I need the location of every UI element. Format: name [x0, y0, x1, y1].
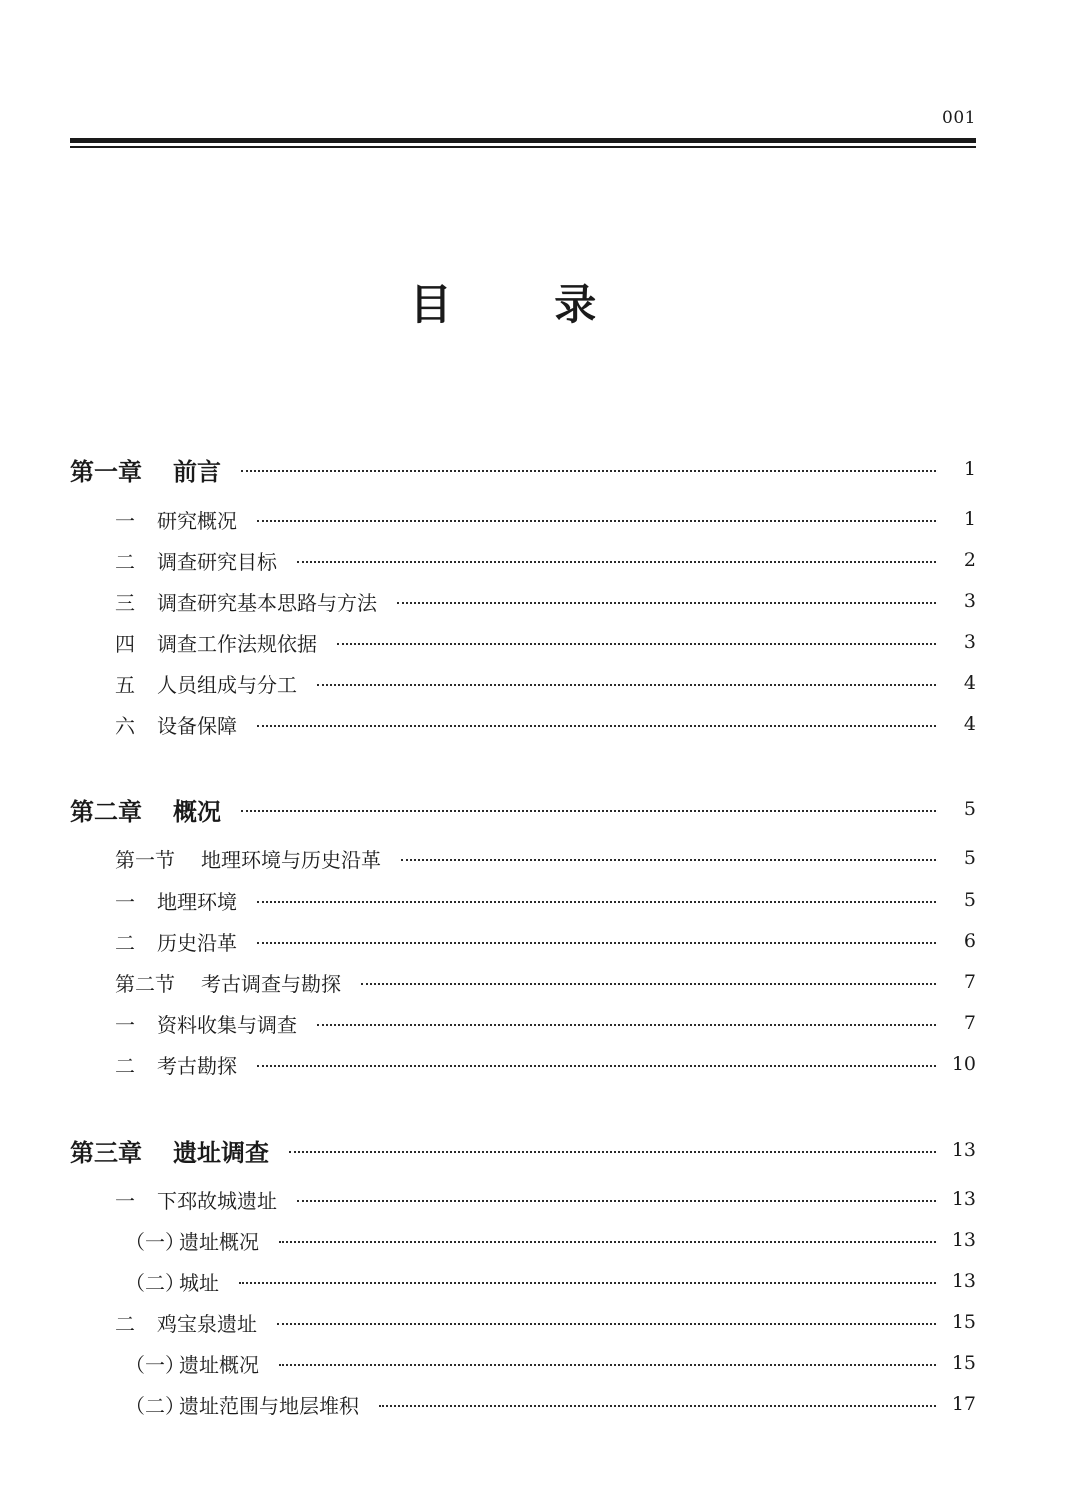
- toc-entry-number: 二: [115, 549, 135, 574]
- toc-entry-number: （二）: [125, 1270, 185, 1295]
- toc-entry-page: 4: [963, 672, 976, 694]
- toc-entry-label: 历史沿革: [157, 930, 237, 955]
- toc-entry-page: 7: [963, 1012, 976, 1034]
- toc-entry-page: 5: [963, 847, 976, 869]
- toc-entry: [70, 666, 976, 700]
- toc-entry-number: 第二节: [115, 971, 175, 996]
- toc-entry-number: 一: [115, 1012, 135, 1037]
- toc-entry-page: 13: [951, 1139, 976, 1161]
- toc-entry-number: 四: [115, 631, 135, 656]
- toc-leader-dots: [257, 520, 936, 522]
- toc-leader-dots: [361, 983, 936, 985]
- toc-leader-dots: [239, 1282, 936, 1284]
- toc-entry: [70, 1182, 976, 1216]
- toc-entry: [70, 792, 976, 826]
- toc-entry: [70, 625, 976, 659]
- toc-entry: [70, 883, 976, 917]
- toc-entry-page: 1: [963, 458, 976, 480]
- toc-entry-page: 10: [951, 1053, 976, 1075]
- toc-leader-dots: [241, 470, 936, 472]
- toc-entry-number: （一）: [125, 1352, 185, 1377]
- toc-entry: [70, 965, 976, 999]
- toc-entry-page: 13: [951, 1229, 976, 1251]
- toc-entry-label: 鸡宝泉遗址: [157, 1311, 257, 1336]
- toc-entry-number: 第一章: [70, 456, 142, 486]
- toc-entry-page: 5: [963, 798, 976, 820]
- toc-entry-label: 地理环境: [157, 889, 237, 914]
- toc-entry-label: 考古调查与勘探: [201, 971, 341, 996]
- toc-entry-label: 遗址概况: [179, 1352, 259, 1377]
- toc-entry-page: 6: [963, 930, 976, 952]
- toc-entry-number: 五: [115, 672, 135, 697]
- toc-entry-number: 第一节: [115, 847, 175, 872]
- toc-entry: [70, 1223, 976, 1257]
- toc-entry: [70, 1006, 976, 1040]
- toc-entry-page: 13: [951, 1188, 976, 1210]
- toc-leader-dots: [379, 1405, 936, 1407]
- toc-entry-page: 4: [963, 713, 976, 735]
- toc-entry-page: 15: [951, 1311, 976, 1333]
- toc-leader-dots: [289, 1151, 936, 1153]
- toc-entry: [70, 1047, 976, 1081]
- toc-entry-page: 17: [951, 1393, 976, 1415]
- toc-entry-page: 3: [963, 590, 976, 612]
- toc-leader-dots: [279, 1241, 936, 1243]
- toc-leader-dots: [337, 643, 936, 645]
- toc-entry-page: 2: [963, 549, 976, 571]
- header-rule-thin: [70, 146, 976, 148]
- toc-entry-label: 考古勘探: [157, 1053, 237, 1078]
- toc-entry-number: 二: [115, 930, 135, 955]
- toc-entry: [70, 1387, 976, 1421]
- toc-entry: [70, 502, 976, 536]
- toc-entry-label: 遗址概况: [179, 1229, 259, 1254]
- toc-entry-label: 遗址调查: [173, 1137, 269, 1167]
- toc-entry-number: 二: [115, 1311, 135, 1336]
- toc-entry: [70, 1133, 976, 1167]
- toc-leader-dots: [277, 1323, 936, 1325]
- toc-entry: [70, 1305, 976, 1339]
- toc-leader-dots: [317, 1024, 936, 1026]
- toc-entry-label: 调查工作法规依据: [157, 631, 317, 656]
- toc-entry: [70, 584, 976, 618]
- toc-leader-dots: [257, 1065, 936, 1067]
- toc-entry-label: 地理环境与历史沿革: [201, 847, 381, 872]
- toc-entry: [70, 707, 976, 741]
- toc-entry-number: 一: [115, 889, 135, 914]
- toc-entry: [70, 1346, 976, 1380]
- toc-entry-page: 13: [951, 1270, 976, 1292]
- toc-entry-page: 15: [951, 1352, 976, 1374]
- toc-entry-label: 遗址范围与地层堆积: [179, 1393, 359, 1418]
- toc-entry-label: 调查研究基本思路与方法: [157, 590, 377, 615]
- toc-leader-dots: [257, 942, 936, 944]
- toc-leader-dots: [257, 725, 936, 727]
- toc-entry-label: 调查研究目标: [157, 549, 277, 574]
- toc-title: 目 录: [409, 280, 641, 329]
- toc-entry-number: 二: [115, 1053, 135, 1078]
- toc-entry-label: 资料收集与调查: [157, 1012, 297, 1037]
- header-rule-thick: [70, 138, 976, 143]
- toc-entry: [70, 543, 976, 577]
- toc-entry-number: 一: [115, 508, 135, 533]
- toc-entry-number: 一: [115, 1188, 135, 1213]
- toc-entry-label: 下邳故城遗址: [157, 1188, 277, 1213]
- toc-leader-dots: [279, 1364, 936, 1366]
- toc-entry-label: 城址: [179, 1270, 219, 1295]
- toc-leader-dots: [241, 810, 936, 812]
- toc-entry-label: 研究概况: [157, 508, 237, 533]
- toc-entry-number: （一）: [125, 1229, 185, 1254]
- toc-entry-number: 六: [115, 713, 135, 738]
- toc-entry-label: 概况: [173, 796, 221, 826]
- toc-entry-number: 第二章: [70, 796, 142, 826]
- toc-entry: [70, 924, 976, 958]
- toc-entry: [70, 1264, 976, 1298]
- toc-entry-page: 7: [963, 971, 976, 993]
- toc-entry-page: 5: [963, 889, 976, 911]
- toc-leader-dots: [257, 901, 936, 903]
- toc-entry: [70, 452, 976, 486]
- toc-entry-page: 1: [963, 508, 976, 530]
- toc-leader-dots: [297, 561, 936, 563]
- toc-entry-number: 第三章: [70, 1137, 142, 1167]
- toc-leader-dots: [317, 684, 936, 686]
- toc-entry-number: 三: [115, 590, 135, 615]
- toc-leader-dots: [397, 602, 936, 604]
- toc-leader-dots: [401, 859, 936, 861]
- toc-entry-number: （二）: [125, 1393, 185, 1418]
- toc-entry-label: 人员组成与分工: [157, 672, 297, 697]
- toc-entry: [70, 841, 976, 875]
- toc-entry-label: 前言: [173, 456, 221, 486]
- toc-entry-page: 3: [963, 631, 976, 653]
- page-number: 001: [942, 108, 976, 128]
- toc-entry-label: 设备保障: [157, 713, 237, 738]
- toc-leader-dots: [297, 1200, 936, 1202]
